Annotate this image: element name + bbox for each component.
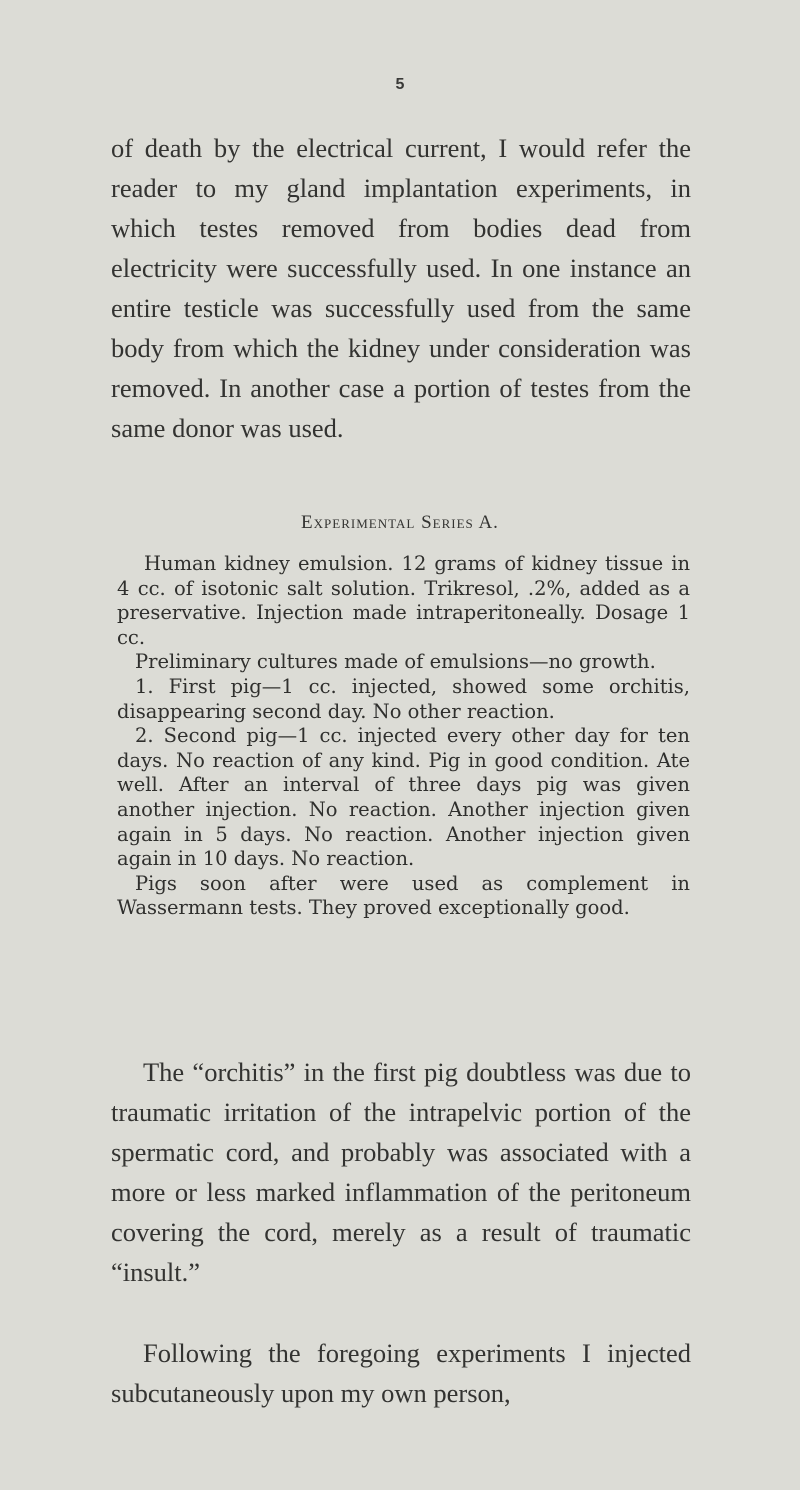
following-paragraph (111, 1333, 691, 1413)
orchitis-paragraph-text: The “orchitis” in the first pig doubtless was due to traumatic irritation of the intrapelvic portion of the spermatic cord, and probably was associated with a more or less marked inflammation of the peritoneum covering the cord, merely as a result of traumatic “insult.” (111, 1057, 691, 1287)
experimental-series-block (117, 552, 690, 921)
page-number: 5 (395, 76, 405, 93)
series-item-second-pig: 2. Second pig—1 cc. injected every other day for ten days. No reaction of any kind. Pig in good condition. Ate well. After an interval of three days pig was given another injection. No reaction. Another injection given again in 5 days. No reaction. Another injection given again in 10 days. No reaction. (117, 724, 690, 871)
series-item-wassermann: Pigs soon after were used as complement in Wassermann tests. They proved exceptionally good. (117, 871, 690, 920)
series-heading: Experimental Series A. (301, 512, 499, 533)
series-item-emulsion: Human kidney emulsion. 12 grams of kidney tissue in 4 cc. of isotonic salt solution. Trikresol, .2%, added as a preservative. Injection made intraperitoneally. Dosage 1 cc. (117, 552, 690, 649)
orchitis-paragraph (111, 1052, 691, 1292)
series-item-cultures: Preliminary cultures made of emulsions—no growth. (135, 650, 656, 674)
series-item-first-pig: 1. First pig—1 cc. injected, showed some orchitis, disappearing second day. No other reaction. (117, 674, 690, 723)
opening-paragraph-text: of death by the electrical current, I would refer the reader to my gland implantation experiments, in which testes removed from bodies dead from electricity were successfully used. In one instance an entire testicle was successfully used from the same body from which the kidney under consideration was removed. In another case a portion of testes from the same donor was used. (111, 133, 691, 443)
opening-paragraph (111, 128, 691, 448)
following-paragraph-text: Following the foregoing experiments I injected subcutaneously upon my own person, (111, 1338, 691, 1408)
